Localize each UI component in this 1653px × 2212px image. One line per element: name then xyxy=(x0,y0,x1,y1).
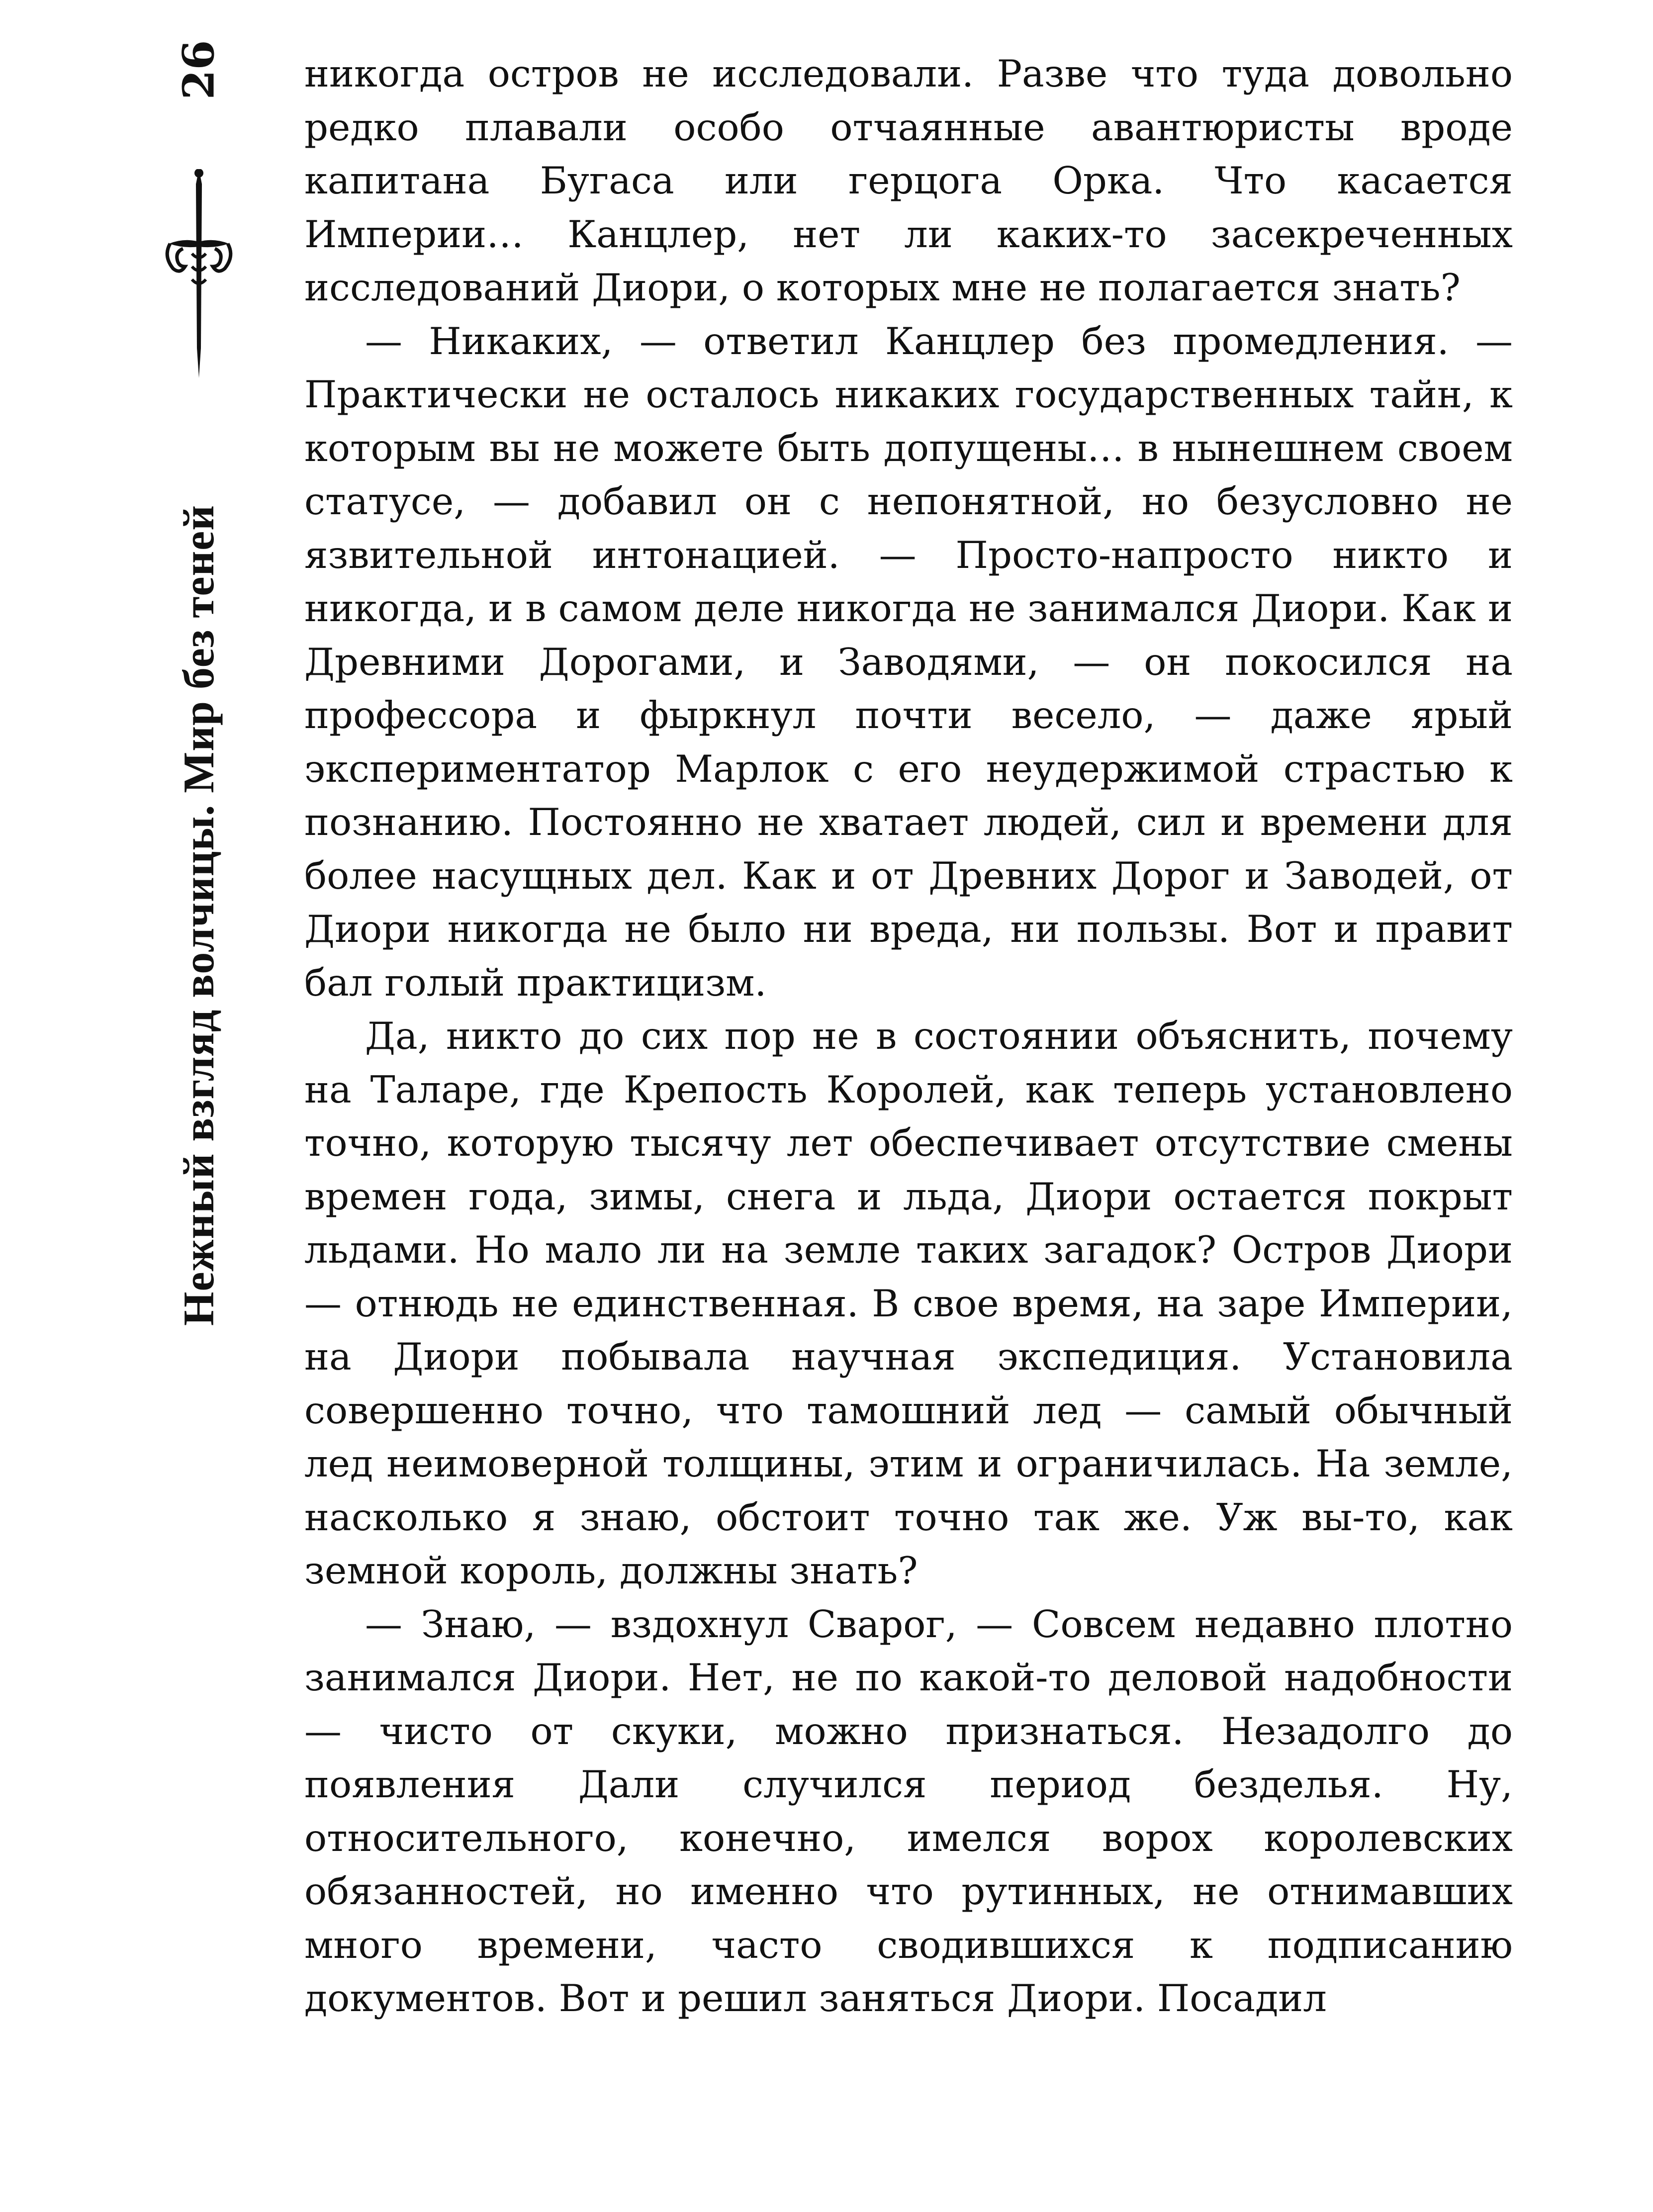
sword-ornament-icon xyxy=(159,169,239,378)
page-number xyxy=(144,0,254,139)
paragraph: — Никаких, — ответил Канцлер без промедления. — Практически не осталось никаких государственных тайн, к которым вы не можете быть допущены… в нынешнем своем статусе, — добавил он с непонятной, но безусловно не язвительной интонацией. — Просто-напросто никто и никогда, и в самом деле никогда не занимался Диори. Как и Древними Дорогами, и Заводями, — он покосился на профессора и фыркнул почти весело, — даже ярый экспериментатор Марлок с его неудержимой страстью к познанию. Постоянно не хватает людей, сил и времени для более насущных дел. Как и от Древних Дорог и Заводей, от Диори никогда не было ни вреда, ни пользы. Вот и правит бал голый практицизм. xyxy=(304,319,1513,1005)
running-title-text: Нежный взгляд волчицы. Мир без теней xyxy=(175,504,223,1326)
running-header xyxy=(144,0,254,2212)
paragraph: Да, никто до сих пор не в состоянии объяснить, почему на Таларе, где Крепость Королей, как теперь установлено точно, которую тысячу лет обеспечивает отсутствие смены времен года, зимы, снега и льда, Диори остается покрыт льдами. Но мало ли на земле таких загадок? Остров Диори — отнюдь не единственная. В свое время, на заре Империи, на Диори побывала научная экспедиция. Установила совершенно точно, что тамошний лед — самый обычный лед неимоверной толщины, этим и ограничилась. На земле, насколько я знаю, обстоит точно так же. Уж вы-то, как земной король, должны знать? xyxy=(304,1014,1513,1592)
paragraph: никогда остров не исследовали. Разве что туда довольно редко плавали особо отчаянные авантюристы вроде капитана Бугаса или герцога Орка. Что касается Империи… Канцлер, нет ли каких-то засекреченных исследований Диори, о которых мне не полагается знать? xyxy=(304,52,1513,309)
paragraph: — Знаю, — вздохнул Сварог, — Совсем недавно плотно занимался Диори. Нет, не по какой-то деловой надобности — чисто от скуки, можно признаться. Незадолго до появления Дали случился период безделья. Ну, относительного, конечно, имелся ворох королевских обязанностей, но именно что рутинных, не отнимавших много времени, часто сводившихся к подписанию документов. Вот и решил заняться Диори. Посадил xyxy=(304,1602,1513,2020)
running-title xyxy=(144,388,254,1442)
page-number-text: 26 xyxy=(174,40,224,99)
body-text xyxy=(304,47,1513,2026)
